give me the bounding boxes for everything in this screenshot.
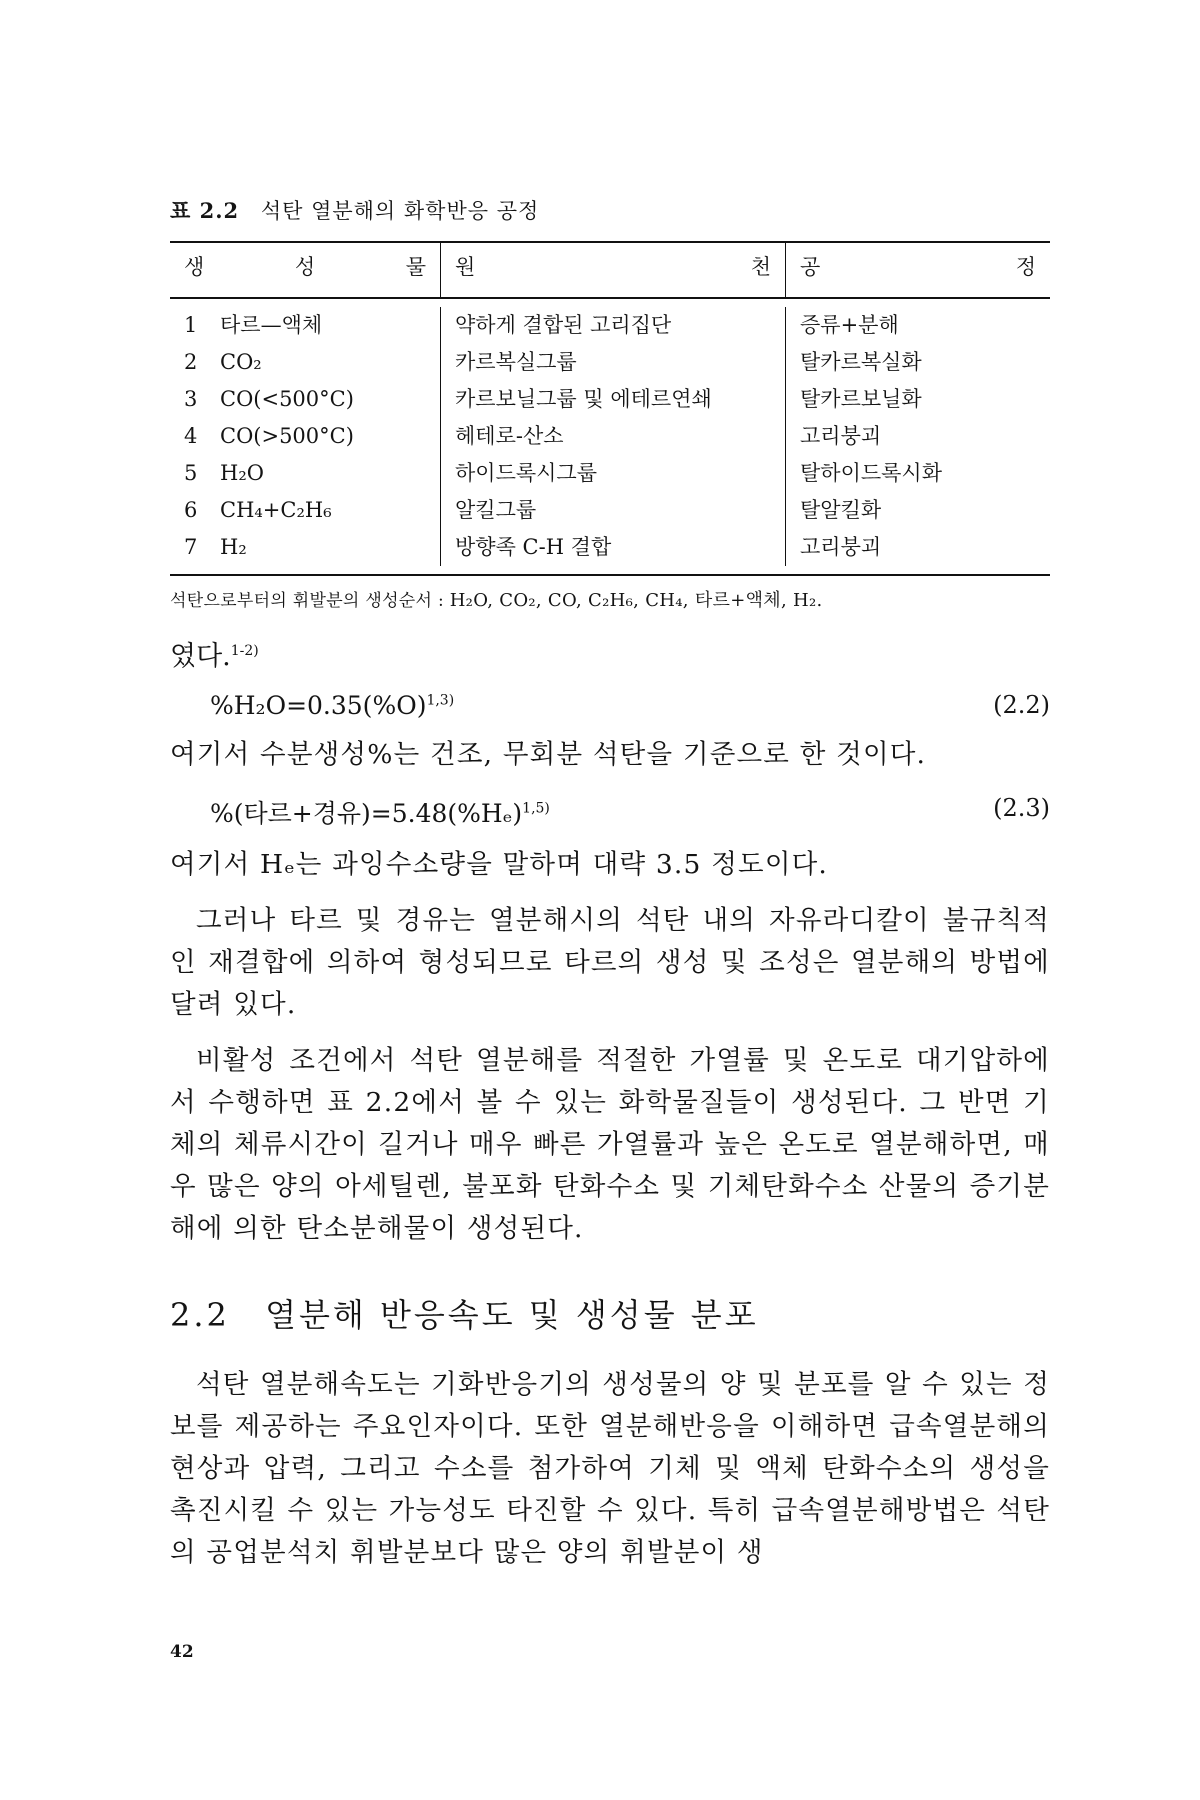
cell-process: 증류+분해	[785, 307, 1050, 344]
section-heading	[170, 1290, 1050, 1336]
cell-product: 5 H₂O	[184, 461, 264, 485]
cell-product: 6 CH₄+C₂H₆	[184, 498, 332, 522]
header-product: 생 성 물	[184, 255, 426, 279]
cell-process: 탈알킬화	[785, 492, 1050, 529]
cell-product: 3 CO(<500°C)	[184, 387, 354, 411]
paragraph: 여기서 수분생성%는 건조, 무회분 석탄을 기준으로 한 것이다.	[170, 739, 927, 770]
cell-process: 고리붕괴	[785, 529, 1050, 566]
equation-2-2	[170, 691, 1050, 720]
table-note-sequence: H₂O, CO₂, CO, C₂H₆, CH₄, 타르+액체, H₂.	[449, 590, 823, 611]
cell-source: 방향족 C-H 결합	[440, 529, 785, 566]
equation-number: (2.3)	[993, 794, 1050, 822]
table-note-prefix: 석탄으로부터의 휘발분의 생성순서 :	[170, 591, 444, 611]
equation-2-3	[170, 794, 1050, 830]
header-process: 공 정	[785, 243, 1050, 297]
cell-product: 4 CO(>500°C)	[184, 424, 354, 448]
table-title: 석탄 열분해의 화학반응 공정	[260, 199, 540, 223]
paragraph: 비활성 조건에서 석탄 열분해를 적절한 가열률 및 온도로 대기압하에서 수행하면 표 2.2에서 볼 수 있는 화학물질들이 생성된다. 그 반면 기체의 체류시간이 길거나 매우 빠른 가열률과 높은 온도로 열분해하면, 매우 많은 양의 아세틸렌, 불포화 탄화수소 및 기체탄화수소 산물의 증기분해에 의한 탄소분해물이 생성된다.	[170, 1045, 1050, 1244]
table-row	[170, 418, 1050, 455]
cell-process: 고리붕괴	[785, 418, 1050, 455]
paragraph: 여기서 Hₑ는 과잉수소량을 말하며 대략 3.5 정도이다.	[170, 849, 829, 880]
table-caption	[170, 195, 1050, 225]
cell-source: 카르복실그룹	[440, 344, 785, 381]
cell-process: 탈하이드록시화	[785, 455, 1050, 492]
paragraph: 석탄 열분해속도는 기화반응기의 생성물의 양 및 분포를 알 수 있는 정보를 제공하는 주요인자이다. 또한 열분해반응을 이해하면 급속열분해의 현상과 압력, 그리고 수소를 첨가하여 기체 및 액체 탄화수소의 생성을 촉진시킬 수 있는 가능성도 타진할 수 있다. 특히 급속열분해방법은 석탄의 공업분석치 휘발분보다 많은 양의 휘발분이 생	[170, 1369, 1050, 1568]
continuation-text: 였다.$^{1-2)}$	[170, 641, 259, 672]
equation-number: (2.2)	[993, 691, 1050, 719]
table-note	[170, 576, 1050, 612]
table-body	[170, 299, 1050, 574]
section-title: 열분해 반응속도 및 생성물 분포	[265, 1296, 759, 1334]
reaction-table	[170, 241, 1050, 612]
cell-source: 헤테로-산소	[440, 418, 785, 455]
cell-product: 7 H₂	[184, 535, 247, 559]
cell-source: 카르보닐그룹 및 에테르연쇄	[440, 381, 785, 418]
table-row	[170, 529, 1050, 566]
page-body	[170, 195, 1050, 1574]
equation-body: %H₂O=0.35(%O)$^{1,3)}$	[210, 691, 455, 720]
cell-product: 2 CO₂	[184, 350, 262, 374]
table-row	[170, 455, 1050, 492]
table-header-row	[170, 243, 1050, 297]
table-row	[170, 492, 1050, 529]
page-number: 42	[170, 1642, 194, 1662]
table-row	[170, 381, 1050, 418]
cell-source: 약하게 결합된 고리집단	[440, 307, 785, 344]
cell-source: 하이드록시그룹	[440, 455, 785, 492]
section-number: 2.2	[170, 1296, 230, 1334]
header-source: 원 천	[440, 243, 785, 297]
cell-product: 1 타르—액체	[184, 313, 323, 337]
equation-body: %(타르+경유)=5.48(%Hₑ)$^{1,5)}$	[210, 799, 550, 828]
cell-source: 알킬그룹	[440, 492, 785, 529]
table-label: 표 2.2	[170, 198, 240, 223]
cell-process: 탈카르복실화	[785, 344, 1050, 381]
reference-mark: 1-2)	[230, 643, 259, 659]
table-row	[170, 344, 1050, 381]
paragraph: 그러나 타르 및 경유는 열분해시의 석탄 내의 자유라디칼이 불규칙적인 재결합에 의하여 형성되므로 타르의 생성 및 조성은 열분해의 방법에 달려 있다.	[170, 905, 1050, 1020]
cell-process: 탈카르보닐화	[785, 381, 1050, 418]
table-row	[170, 307, 1050, 344]
